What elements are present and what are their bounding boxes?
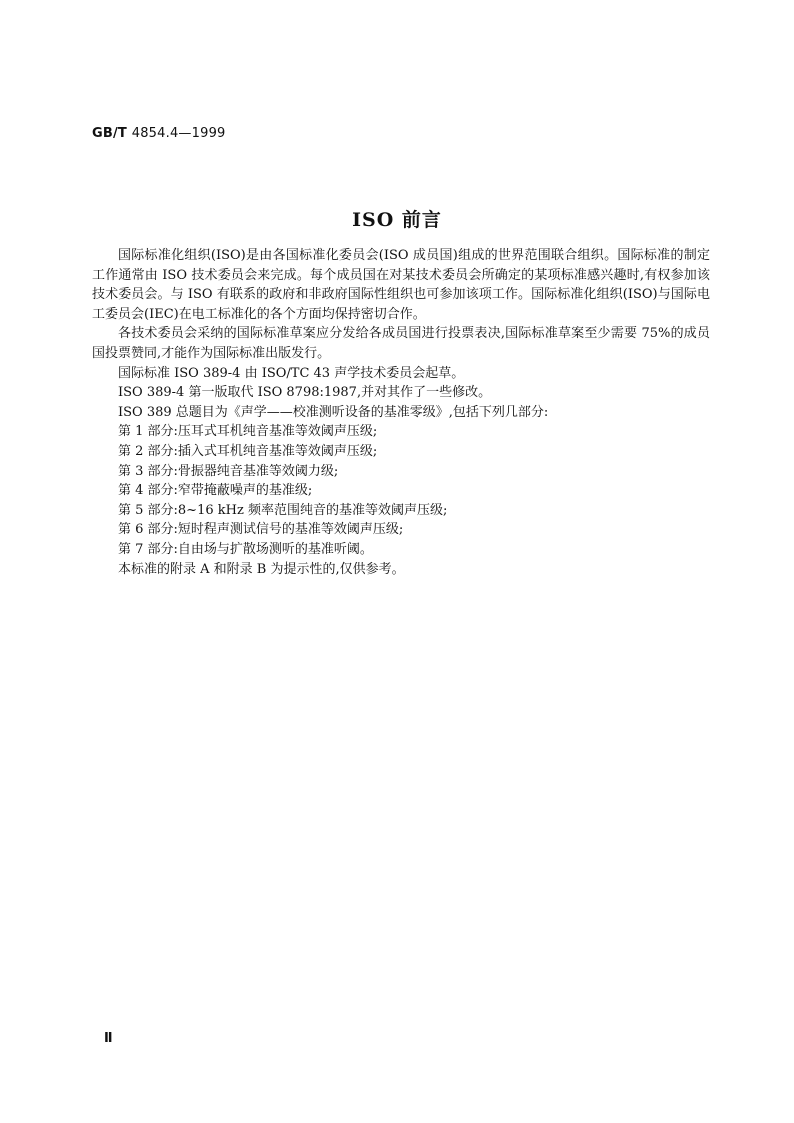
list-item-part-5: 第 5 部分:8~16 kHz 频率范围纯音的基准等效阈声压级;	[118, 502, 448, 518]
list-item-part-4: 第 4 部分:窄带掩蔽噪声的基准级;	[118, 483, 313, 499]
paragraph-edition: ISO 389-4 第一版取代 ISO 8798:1987,并对其作了一些修改。	[118, 385, 492, 401]
page-number: Ⅱ	[104, 1031, 113, 1046]
document-code-number: 4854.4—1999	[131, 126, 226, 141]
page-title: ISO 前言	[352, 209, 442, 231]
paragraph-annex-note: 本标准的附录 A 和附录 B 为提示性的,仅供参考。	[118, 561, 405, 577]
list-item-part-7: 第 7 部分:自由场与扩散场测听的基准听阈。	[118, 541, 373, 557]
list-item-part-6: 第 6 部分:短时程声测试信号的基准等效阈声压级;	[118, 522, 404, 538]
body-text	[92, 246, 710, 579]
paragraph-voting: 各技术委员会采纳的国际标准草案应分发给各成员国进行投票表决,国际标准草案至少需要 75%的成员国投票赞同,才能作为国际标准出版发行。	[92, 326, 710, 361]
list-item-part-1: 第 1 部分:压耳式耳机纯音基准等效阈声压级;	[118, 424, 378, 440]
document-code	[92, 126, 226, 141]
list-item-part-3: 第 3 部分:骨振器纯音基准等效阈力级;	[118, 463, 339, 479]
document-code-prefix: GB/T	[92, 126, 127, 141]
list-item-part-2: 第 2 部分:插入式耳机纯音基准等效阈声压级;	[118, 443, 378, 459]
paragraph-drafting: 国际标准 ISO 389-4 由 ISO/TC 43 声学技术委员会起草。	[118, 365, 465, 381]
paragraph-intro: 国际标准化组织(ISO)是由各国标准化委员会(ISO 成员国)组成的世界范围联合组织。国际标准的制定工作通常由 ISO 技术委员会来完成。每个成员国在对某技术委员会所确定的某项标准感兴趣时,有权参加该技术委员会。与 ISO 有联系的政府和非政府国际性组织也可参加该项工作。国际标准化组织(ISO)与国际电工委员会(IEC)在电工标准化的各个方面均保持密切合作。	[92, 248, 710, 322]
paragraph-parts-intro: ISO 389 总题目为《声学——校准测听设备的基准零级》,包括下列几部分:	[118, 404, 549, 420]
